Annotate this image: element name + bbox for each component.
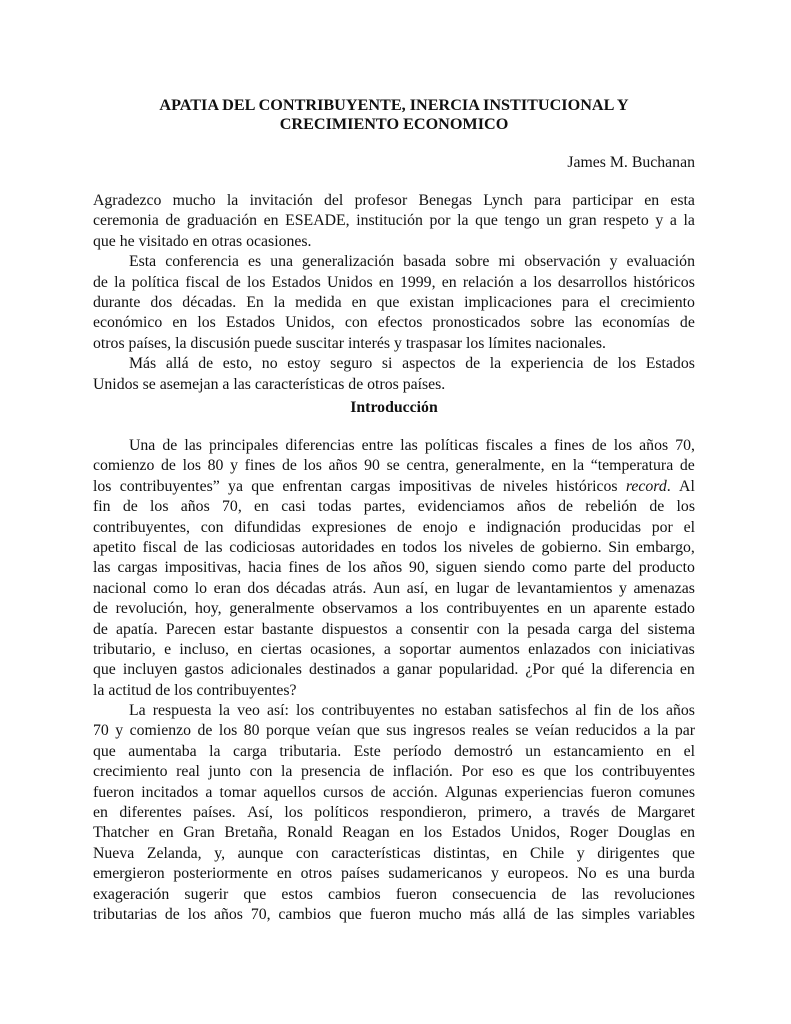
text-line: otros países, la discusión puede suscitar interés y traspasar los límites nacionales. [93, 334, 606, 352]
text-line: Nueva Zelanda, y, aunque con características distintas, en Chile y dirigentes que [93, 844, 695, 862]
text-line: nacional como lo eran dos décadas atrás. Aun así, en lugar de levantamientos y amenazas [93, 579, 695, 597]
text-line: económico en los Estados Unidos, con efectos pronosticados sobre las economías de [93, 314, 695, 332]
opening-paragraphs [93, 191, 695, 395]
section-heading: Introducción [350, 399, 438, 416]
text-line: de apatía. Parecen estar bastante dispuestos a consentir con la pesada carga del sistema [93, 620, 695, 638]
text-line: tributario, e incluso, en ciertas ocasiones, a soportar aumentos enlazados con iniciativas [93, 640, 695, 658]
text-line: 70 y comienzo de los 80 porque veían que sus ingresos reales se veían reducidos a la par [93, 722, 695, 740]
text-line: que he visitado en otras ocasiones. [93, 232, 312, 250]
text-line: que incluyen gastos adicionales destinados a ganar popularidad. ¿Por qué la diferencia en [93, 661, 695, 679]
paragraph [93, 191, 695, 252]
text-line: de revolución, hoy, generalmente observamos a los contribuyentes en un aparente estado [93, 600, 695, 618]
text-line: que aumentaba la carga tributaria. Este período demostró un estancamiento en el [93, 742, 695, 760]
text-line: Más allá de esto, no estoy seguro si aspectos de la experiencia de los Estados [129, 355, 695, 373]
paragraph [93, 436, 695, 701]
text-line: tributarias de los años 70, cambios que fueron mucho más allá de las simples variables [93, 905, 695, 923]
text-line: Unidos se asemejan a las características de otros países. [93, 375, 446, 393]
text-line: la actitud de los contribuyentes? [93, 681, 297, 699]
text-line: en diferentes países. Así, los políticos respondieron, primero, a través de Margaret [93, 804, 695, 822]
text-line: comienzo de los 80 y fines de los años 90 se centra, generalmente, en la “temperatura de [93, 457, 695, 475]
text-line: durante dos décadas. En la medida en que existan implicaciones para el crecimiento [93, 293, 695, 311]
text-line: fin de los años 70, en casi todas partes, evidenciamos años de rebelión de los [93, 498, 695, 516]
text-line: fueron incitados a tomar aquellos cursos de acción. Algunas experiencias fueron comunes [93, 783, 695, 801]
text-line: exageración sugerir que estos cambios fueron consecuencia de las revoluciones [93, 885, 695, 903]
text-line: apetito fiscal de las codiciosas autoridades en todos los niveles de gobierno. Sin embargo, [93, 538, 695, 556]
author-name: James M. Buchanan [567, 154, 695, 171]
text-line: La respuesta la veo así: los contribuyentes no estaban satisfechos al fin de los años [129, 702, 695, 720]
text-line: los contribuyentes” ya que enfrentan cargas impositivas de niveles históricos record. Al [93, 477, 695, 495]
title-line-1: APATIA DEL CONTRIBUYENTE, INERCIA INSTITUCIONAL Y [159, 96, 629, 114]
text-line: emergieron posteriormente en otros países sudamericanos y europeos. No es una burda [93, 865, 695, 883]
title-line-2: CRECIMIENTO ECONOMICO [279, 115, 509, 133]
text-line: de la política fiscal de los Estados Unidos en 1999, en relación a los desarrollos históricos [93, 273, 695, 291]
text-line: Thatcher en Gran Bretaña, Ronald Reagan en los Estados Unidos, Roger Douglas en [93, 824, 695, 842]
introduction-body [93, 436, 695, 925]
text-line: Agradezco mucho la invitación del profesor Benegas Lynch para participar en esta [93, 192, 695, 209]
paragraph [93, 701, 695, 925]
text-line: crecimiento real junto con la presencia de inflación. Por eso es que los contribuyentes [93, 763, 695, 781]
text-line: ceremonia de graduación en ESEADE, institución por la que tengo un gran respeto y a la [93, 212, 695, 230]
text-line: Esta conferencia es una generalización basada sobre mi observación y evaluación [129, 253, 695, 271]
document-title [93, 96, 695, 134]
paragraph [93, 252, 695, 354]
paragraph [93, 354, 695, 395]
text-line: contribuyentes, con difundidas expresiones de enojo e indignación producidas por el [93, 518, 695, 536]
text-line: Una de las principales diferencias entre las políticas fiscales a fines de los años 70, [129, 437, 695, 454]
text-line: las cargas impositivas, hacia fines de los años 90, siguen siendo como parte del producto [93, 559, 695, 577]
